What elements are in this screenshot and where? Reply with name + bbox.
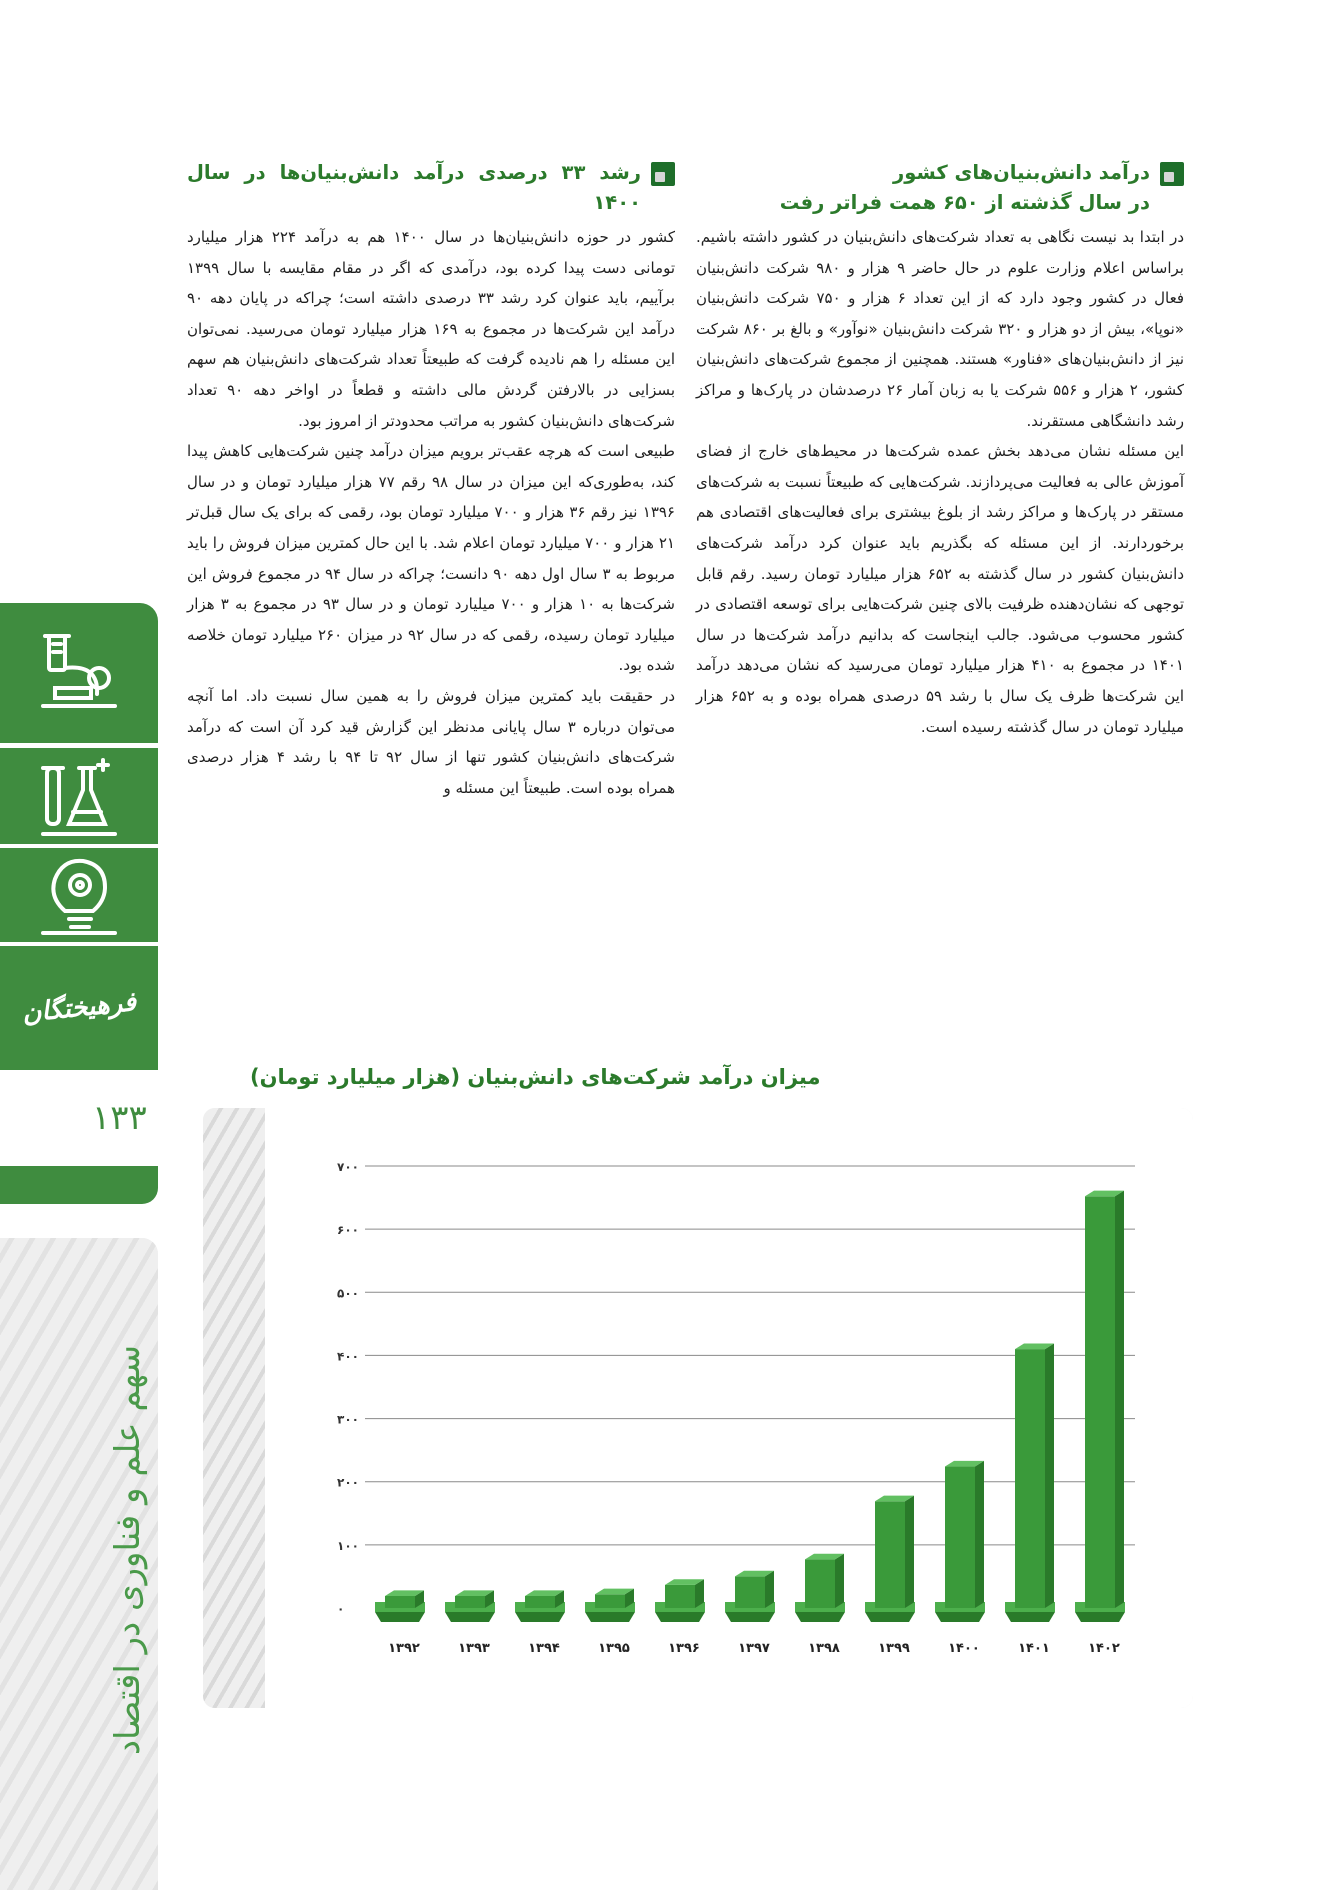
section-heading — [187, 158, 675, 218]
x-tick-label: ۱۳۹۹ — [878, 1641, 910, 1656]
lab-flasks-icon — [39, 754, 119, 838]
y-tick-label: ۴۰۰ — [337, 1349, 359, 1364]
heading-line-1: رشد ۳۳ درصدی درآمد دانش‌بنیان‌ها در سال ۱۴۰۰ — [187, 161, 641, 214]
side-tab-idea — [0, 848, 158, 942]
x-tick-label: ۱۳۹۵ — [598, 1641, 630, 1656]
bar-base — [585, 1612, 635, 1622]
lightbulb-gear-icon — [39, 853, 119, 937]
bar-side — [1115, 1191, 1124, 1608]
x-tick-label: ۱۳۹۳ — [458, 1641, 490, 1656]
section-body — [696, 222, 1184, 742]
side-tab-microscope — [0, 603, 158, 743]
bar — [945, 1467, 975, 1608]
bar — [455, 1596, 485, 1608]
x-tick-label: ۱۳۹۲ — [388, 1641, 420, 1656]
bar — [1015, 1349, 1045, 1608]
brand-logo: فرهیختگان — [20, 987, 138, 1029]
paragraph: این مسئله نشان می‌دهد بخش عمده شرکت‌ها در محیط‌های خارج از فضای آموزش عالی به فعالیت می‌پردازند. شرکت‌هایی که طبیعتاً نسبت به شرکت‌های مستقر در پارک‌ها و مراکز رشد از بلوغ بیشتری برای فعالیت‌های اقتصادی هم برخوردارند. از این مسئله که بگذریم باید عنوان کرد درآمد شرکت‌های دانش‌بنیان کشور در سال گذشته به ۶۵۲ هزار میلیارد تومان رسید. رقم قابل توجهی که نشان‌دهنده ظرفیت بالای چنین شرکت‌هایی برای توسعه اقتصادی در کشور محسوب می‌شود. جالب اینجاست که بدانیم درآمد شرکت‌ها در سال ۱۴۰۱ در مجموع به ۴۱۰ هزار میلیارد تومان می‌رسید که نشان می‌دهد درآمد این شرکت‌ها ظرف یک سال با رشد ۵۹ درصدی همراه بوده و به ۶۵۲ هزار میلیارد تومان در سال گذشته رسیده است. — [696, 442, 1184, 736]
bar — [595, 1594, 625, 1608]
bar-base — [375, 1612, 425, 1622]
bar-base — [1005, 1612, 1055, 1622]
chart-frame — [203, 1108, 1193, 1708]
section-body — [187, 222, 675, 803]
bar — [875, 1501, 905, 1608]
y-tick-label: ۶۰۰ — [337, 1223, 359, 1238]
x-tick-label: ۱۴۰۲ — [1088, 1641, 1120, 1656]
vertical-title-text: سهم علم و فناوری در اقتصاد — [108, 1344, 148, 1756]
bar-chart — [265, 1108, 1193, 1708]
x-tick-label: ۱۴۰۱ — [1018, 1641, 1050, 1656]
bar — [1085, 1196, 1115, 1608]
bar — [805, 1559, 835, 1608]
bar-side — [905, 1496, 914, 1608]
heading-square-icon — [1160, 162, 1184, 186]
article-section-left — [187, 158, 675, 803]
chart-plot-area — [265, 1108, 1193, 1708]
bar-base — [655, 1612, 705, 1622]
x-tick-label: ۱۳۹۶ — [668, 1641, 700, 1656]
x-tick-label: ۱۴۰۰ — [948, 1641, 980, 1656]
paragraph: در ابتدا بد نیست نگاهی به تعداد شرکت‌های دانش‌بنیان در کشور داشته باشیم. براساس اعلام وزارت علوم در حال حاضر ۹ هزار و ۹۸۰ شرکت دانش‌بنیان فعال در کشور وجود دارد که از این تعداد ۶ هزار و ۷۵۰ شرکت دانش‌بنیان «نوپا»، بیش از دو هزار و ۳۲۰ شرکت دانش‌بنیان «نوآور» و بالغ بر ۸۶۰ شرکت نیز از دانش‌بنیان‌های «فناور» هستند. همچنین از مجموع شرکت‌های دانش‌بنیان کشور، ۲ هزار و ۵۵۶ شرکت یا به زبان آمار ۲۶ درصدشان در پارک‌ها و مراکز رشد دانشگاهی مستقرند. — [696, 228, 1185, 430]
chart-title: میزان درآمد شرکت‌های دانش‌بنیان (هزار میلیارد تومان) — [250, 1065, 821, 1089]
x-tick-label: ۱۳۹۴ — [528, 1641, 560, 1656]
y-tick-label: ۳۰۰ — [337, 1412, 359, 1427]
heading-line-2: در سال گذشته از ۶۵۰ همت فراتر رفت — [779, 191, 1150, 214]
bar-side — [975, 1461, 984, 1608]
page-number: ۱۳۳ — [92, 1098, 147, 1138]
article-section-right — [696, 158, 1184, 742]
bar-side — [1045, 1343, 1054, 1608]
paragraph: در حقیقت باید کمترین میزان فروش را به همین سال نسبت داد. اما آنچه می‌توان درباره ۳ سال پایانی مدنظر این گزارش قید کرد آن است که درآمد شرکت‌های دانش‌بنیان کشور تنها از سال ۹۲ تا ۹۴ با رشد ۴ هزار درصدی همراه بوده است. طبیعتاً این مسئله و — [187, 686, 676, 797]
bar-base — [725, 1612, 775, 1622]
heading-line-1: درآمد دانش‌بنیان‌های کشور — [893, 161, 1150, 184]
bar-side — [835, 1554, 844, 1608]
x-tick-label: ۱۳۹۸ — [808, 1641, 840, 1656]
side-tab-bottom — [0, 1166, 158, 1204]
bar-base — [865, 1612, 915, 1622]
side-tab-lab — [0, 748, 158, 844]
y-tick-label: ۲۰۰ — [337, 1475, 359, 1490]
bar — [385, 1596, 415, 1608]
bar-side — [765, 1571, 774, 1608]
bar-base — [515, 1612, 565, 1622]
microscope-icon — [39, 628, 119, 718]
y-tick-label: ۰ — [337, 1602, 345, 1616]
side-tab-logo — [0, 946, 158, 1070]
bar — [525, 1596, 555, 1608]
chart-stripe-band — [203, 1108, 265, 1708]
bar-base — [445, 1612, 495, 1622]
vertical-section-title — [98, 1250, 158, 1850]
y-tick-label: ۵۰۰ — [337, 1286, 359, 1301]
bar — [735, 1576, 765, 1608]
bar — [665, 1585, 695, 1608]
heading-square-icon — [651, 162, 675, 186]
y-tick-label: ۱۰۰ — [337, 1538, 359, 1553]
bar-base — [795, 1612, 845, 1622]
y-tick-label: ۷۰۰ — [337, 1160, 359, 1174]
bar-base — [1075, 1612, 1125, 1622]
section-heading — [696, 158, 1184, 218]
paragraph: کشور در حوزه دانش‌بنیان‌ها در سال ۱۴۰۰ هم به درآمد ۲۲۴ هزار میلیارد تومانی دست پیدا کرده بود، درآمدی که اگر در مقام مقایسه با سال ۱۳۹۹ برآییم، باید عنوان کرد رشد ۳۳ درصدی داشته است؛ چراکه در پایان دهه ۹۰ درآمد این شرکت‌ها در مجموع به ۱۶۹ هزار میلیارد تومان می‌رسید. نمی‌توان این مسئله را هم نادیده گرفت که طبیعتاً تعداد شرکت‌های دانش‌بنیان هم سهم بسزایی در بالارفتن گردش مالی داشته و قطعاً در اواخر دهه ۹۰ تعداد شرکت‌های دانش‌بنیان کشور به مراتب محدودتر از امروز بود. — [187, 228, 675, 430]
x-tick-label: ۱۳۹۷ — [738, 1641, 770, 1656]
paragraph: طبیعی است که هرچه عقب‌تر برویم میزان درآمد چنین شرکت‌هایی کاهش پیدا کند، به‌طوری‌که این میزان در سال ۹۸ رقم ۷۷ هزار میلیارد تومان و در سال ۱۳۹۶ نیز رقم ۳۶ هزار و ۷۰۰ میلیارد تومان بود، رقمی که برای یک سال قبل‌تر ۲۱ هزار و ۷۰۰ میلیارد تومان اعلام شد. با این حال کمترین میزان فروش را باید مربوط به ۳ سال اول دهه ۹۰ دانست؛ چراکه در سال ۹۴ در مجموع فروش این شرکت‌ها به ۱۰ هزار و ۷۰۰ میلیارد تومان و در سال ۹۳ در مجموع به ۳ هزار میلیارد تومان رسیده، رقمی که در سال ۹۲ در میزان ۲۶۰ میلیارد تومان خلاصه شده بود. — [187, 442, 676, 675]
bar-base — [935, 1612, 985, 1622]
